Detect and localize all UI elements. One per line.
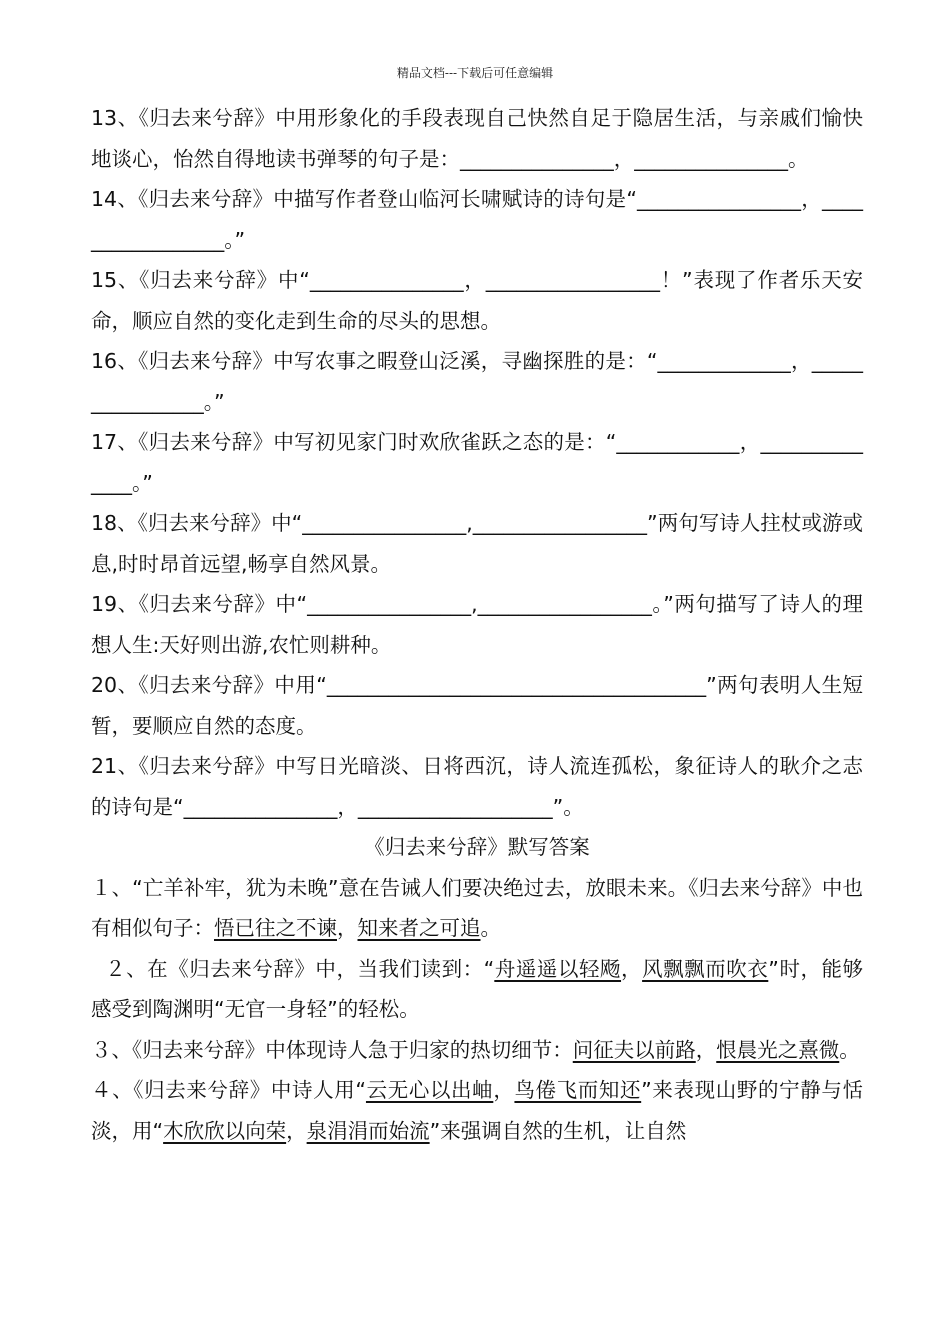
- page-header: 精品文档---下载后可任意编辑: [396, 66, 554, 80]
- answer-2: ２、在《归去来兮辞》中，当我们读到：“舟遥遥以轻飏，风飘飘而吹衣”时，能够感受到陶渊明“无官一身轻”的轻松。: [91, 956, 864, 1021]
- answer-1: １、“亡羊补牢，犹为未晚”意在告诫人们要决绝过去，放眼未来。《归去来兮辞》中也有相似句子：悟已往之不谏，知来者之可追。: [91, 875, 863, 940]
- document-body: [91, 98, 863, 1151]
- question-16: 16、《归去来兮辞》中写农事之暇登山泛溪，寻幽探胜的是：“_____________，________________。”: [91, 349, 863, 414]
- question-13: 13、《归去来兮辞》中用形象化的手段表现自己快然自足于隐居生活，与亲戚们愉快地谈心，怡然自得地读书弹琴的句子是：_______________，_______________。: [91, 106, 863, 171]
- question-14: 14、《归去来兮辞》中描写作者登山临河长啸赋诗的诗句是“________________，_________________。”: [91, 187, 863, 252]
- question-19: 19、《归去来兮辞》中“________________,_________________。”两句描写了诗人的理想人生:天好则出游,农忙则耕种。: [91, 592, 863, 657]
- question-17: 17、《归去来兮辞》中写初见家门时欢欣雀跃之态的是：“____________，______________。”: [91, 430, 863, 495]
- question-21: 21、《归去来兮辞》中写日光暗淡、日将西沉，诗人流连孤松，象征诗人的耿介之志的诗句是“_______________，___________________”。: [91, 754, 863, 819]
- question-18: 18、《归去来兮辞》中“________________,_________________”两句写诗人拄杖或游或息,时时昂首远望,畅享自然风景。: [91, 511, 863, 576]
- question-15: 15、《归去来兮辞》中“_______________，_________________！”表现了作者乐天安命，顺应自然的变化走到生命的尽头的思想。: [91, 268, 863, 333]
- answer-4: ４、《归去来兮辞》中诗人用“云无心以出岫，鸟倦飞而知还”来表现山野的宁静与恬淡，用“木欣欣以向荣，泉涓涓而始流”来强调自然的生机，让自然: [91, 1078, 864, 1143]
- answer-3: ３、《归去来兮辞》中体现诗人急于归家的热切细节：问征夫以前路，恨晨光之熹微。: [91, 1037, 860, 1062]
- question-20: 20、《归去来兮辞》中用“_____________________________________”两句表明人生短暂，要顺应自然的态度。: [91, 673, 863, 738]
- answers-title: 《归去来兮辞》默写答案: [364, 835, 590, 859]
